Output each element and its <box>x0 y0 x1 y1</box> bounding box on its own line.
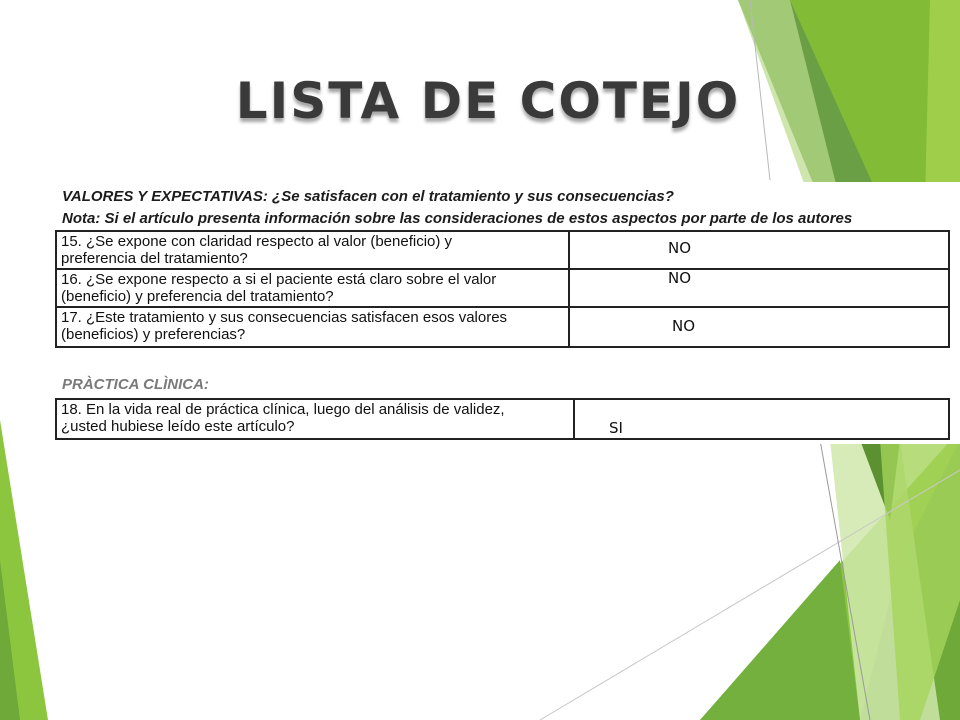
question-line: preferencia del tratamiento? <box>61 250 248 267</box>
question-line: (beneficio) y preferencia del tratamiento? <box>61 288 334 305</box>
table-row <box>56 231 949 269</box>
section1-heading: VALORES Y EXPECTATIVAS: ¿Se satisfacen con el tratamiento y sus consecuencias? <box>62 188 674 205</box>
section2-table <box>55 398 950 440</box>
section2-heading: PRÀCTICA CLÌNICA: <box>62 376 209 393</box>
question-line: 15. ¿Se expone con claridad respecto al valor (beneficio) y <box>61 233 453 250</box>
question-line: 16. ¿Se expone respecto a si el paciente está claro sobre el valor <box>61 271 497 288</box>
answer-value: NO <box>668 239 692 257</box>
question-line: (beneficios) y preferencias? <box>61 326 246 343</box>
section1-note: Nota: Si el artículo presenta información sobre las consideraciones de estos aspectos por parte de los autores <box>62 210 853 227</box>
question-line: 18. En la vida real de práctica clínica, luego del análisis de validez, <box>61 401 505 418</box>
answer-cell <box>569 307 949 347</box>
table-row <box>56 269 949 307</box>
table-row <box>56 307 949 347</box>
question-line: ¿usted hubiese leído este artículo? <box>61 418 295 435</box>
answer-cell <box>569 269 949 307</box>
question-cell <box>56 399 574 439</box>
answer-cell <box>569 231 949 269</box>
table-row <box>56 399 949 439</box>
slide-title <box>0 72 960 130</box>
answer-value: SI <box>609 419 623 437</box>
answer-cell <box>574 399 949 439</box>
checklist-document <box>48 182 960 444</box>
section1-table <box>55 230 950 348</box>
question-cell <box>56 269 569 307</box>
question-line: 17. ¿Este tratamiento y sus consecuencias satisfacen esos valores <box>61 309 508 326</box>
question-cell <box>56 231 569 269</box>
slide-title-text: LISTA DE COTEJO <box>235 72 741 130</box>
answer-value: NO <box>672 317 696 335</box>
answer-value: NO <box>668 269 692 287</box>
question-cell <box>56 307 569 347</box>
